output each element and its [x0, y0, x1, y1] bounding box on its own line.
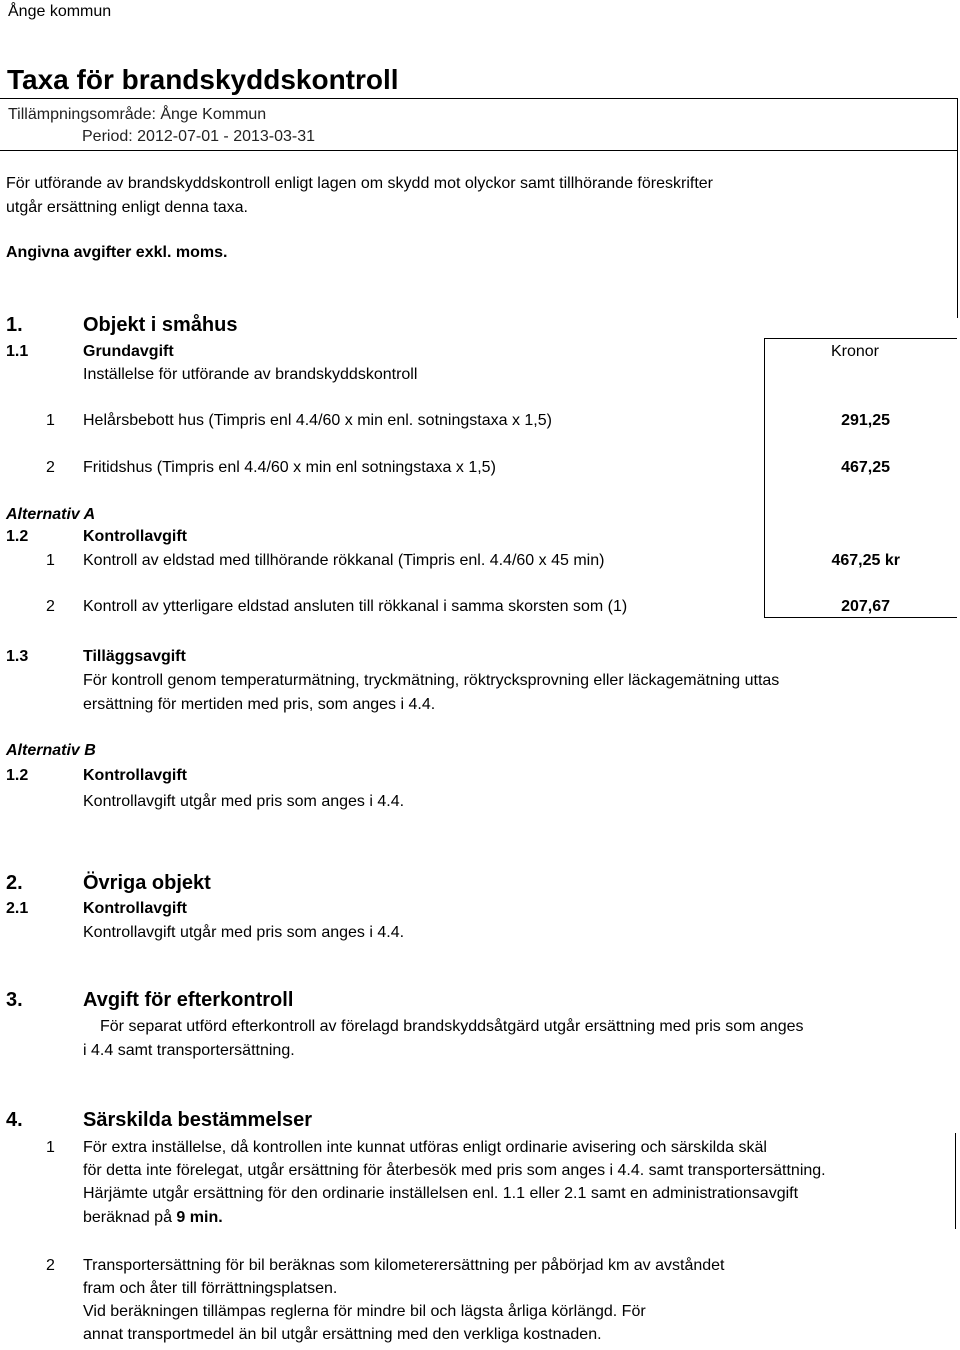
period-rule [0, 150, 958, 151]
fee-price-holiday-house: 467,25 [841, 459, 890, 476]
fee-description-holiday-house: Fritidshus (Timpris enl 4.4/60 x min enl sotningstaxa x 1,5) [83, 459, 496, 476]
fee-description-year-round-house: Helårsbebott hus (Timpris enl 4.4/60 x min enl. sotningstaxa x 1,5) [83, 412, 552, 429]
fee-price-additional-fireplace: 207,67 [841, 598, 890, 615]
section-4-right-rule [955, 1133, 956, 1229]
section-2-number: 2. [6, 872, 23, 894]
price-column-top-rule [764, 338, 957, 339]
subsection-1-2-title: Kontrollavgift [83, 528, 187, 545]
fee-price-year-round-house: 291,25 [841, 412, 890, 429]
intro-line-1: För utförande av brandskyddskontroll enligt lagen om skydd mot olyckor samt tillhörande föreskrifter [6, 175, 713, 192]
section-1-number: 1. [6, 314, 23, 336]
price-column-rule [764, 338, 765, 618]
row-number: 1 [46, 412, 55, 429]
section-3-text-line-2: i 4.4 samt transportersättning. [83, 1042, 295, 1059]
period-text: Period: 2012-07-01 - 2013-03-31 [82, 128, 316, 145]
fee-description-chimney-check: Kontroll av eldstad med tillhörande rökkanal (Timpris enl. 4.4/60 x 45 min) [83, 552, 605, 569]
row-number: 2 [46, 459, 55, 476]
header-rule [0, 98, 958, 99]
subsection-1-3-text-line-2: ersättning för mertiden med pris, som anges i 4.4. [83, 696, 436, 713]
alternative-b-subsection-title: Kontrollavgift [83, 767, 187, 784]
rule-2-line-3: Vid beräkningen tillämpas reglerna för mindre bil och lägsta årliga körlängd. För [83, 1303, 646, 1320]
alternative-b-label: Alternativ B [6, 742, 96, 759]
subsection-1-1-title: Grundavgift [83, 343, 174, 360]
section-2-title: Övriga objekt [83, 872, 211, 894]
vat-note: Angivna avgifter exkl. moms. [6, 244, 228, 261]
rule-1-number: 1 [46, 1139, 55, 1156]
rule-2-line-4: annat transportmedel än bil utgår ersättning med den verkliga kostnaden. [83, 1326, 602, 1343]
rule-1-line-4 [83, 1208, 223, 1228]
section-3-title: Avgift för efterkontroll [83, 989, 294, 1011]
section-3-text-line-1: För separat utförd efterkontroll av förelagd brandskyddsåtgärd utgår ersättning med pris som anges [100, 1018, 804, 1035]
alternative-a-label: Alternativ A [6, 506, 96, 523]
alternative-b-text: Kontrollavgift utgår med pris som anges i 4.4. [83, 793, 405, 810]
rule-2-line-1: Transportersättning för bil beräknas som kilometerersättning per påbörjad km av avståndet [83, 1257, 725, 1274]
price-column-bottom-rule [764, 617, 957, 618]
subsection-2-1-text: Kontrollavgift utgår med pris som anges i 4.4. [83, 924, 405, 941]
rule-2-line-2: fram och åter till förrättningsplatsen. [83, 1280, 338, 1297]
municipality-name: Ånge kommun [8, 3, 112, 20]
fee-price-chimney-check: 467,25 kr [831, 552, 900, 569]
rule-2-number: 2 [46, 1257, 55, 1274]
subsection-2-1-number: 2.1 [6, 900, 29, 917]
currency-header: Kronor [830, 343, 880, 360]
subsection-1-2-number: 1.2 [6, 528, 29, 545]
rule-1-minutes: 9 min. [176, 1209, 223, 1226]
rule-1-line-3: Härjämte utgår ersättning för den ordinarie inställelsen enl. 1.1 eller 2.1 samt en administrationsavgift [83, 1185, 799, 1202]
page-title: Taxa för brandskyddskontroll [7, 64, 399, 95]
subsection-1-3-text-line-1: För kontroll genom temperaturmätning, tryckmätning, röktrycksprovning eller läckagemätning uttas [83, 672, 780, 689]
subsection-1-3-title: Tilläggsavgift [83, 648, 186, 665]
section-3-number: 3. [6, 989, 23, 1011]
subsection-1-1-number: 1.1 [6, 343, 29, 360]
subsection-1-3-number: 1.3 [6, 648, 29, 665]
alternative-b-subsection-number: 1.2 [6, 767, 29, 784]
section-4-title: Särskilda bestämmelser [83, 1109, 313, 1131]
row-number: 1 [46, 552, 55, 569]
section-4-number: 4. [6, 1109, 23, 1131]
scope-text: Tillämpningsområde: Ånge Kommun [8, 106, 267, 123]
rule-1-line-4-prefix: beräknad på [83, 1209, 172, 1226]
subsection-1-1-description: Inställelse för utförande av brandskyddskontroll [83, 366, 418, 383]
section-1-title: Objekt i småhus [83, 314, 238, 336]
row-number: 2 [46, 598, 55, 615]
rule-1-line-1: För extra inställelse, då kontrollen inte kunnat utföras enligt ordinarie avisering och särskilda skäl [83, 1139, 767, 1156]
intro-line-2: utgår ersättning enligt denna taxa. [6, 199, 248, 216]
fee-description-additional-fireplace: Kontroll av ytterligare eldstad ansluten till rökkanal i samma skorsten som (1) [83, 598, 628, 615]
subsection-2-1-title: Kontrollavgift [83, 900, 187, 917]
header-right-rule [957, 98, 958, 318]
rule-1-line-2: för detta inte förelegat, utgår ersättning för återbesök med pris som anges i 4.4. samt transportersättning. [83, 1162, 826, 1179]
